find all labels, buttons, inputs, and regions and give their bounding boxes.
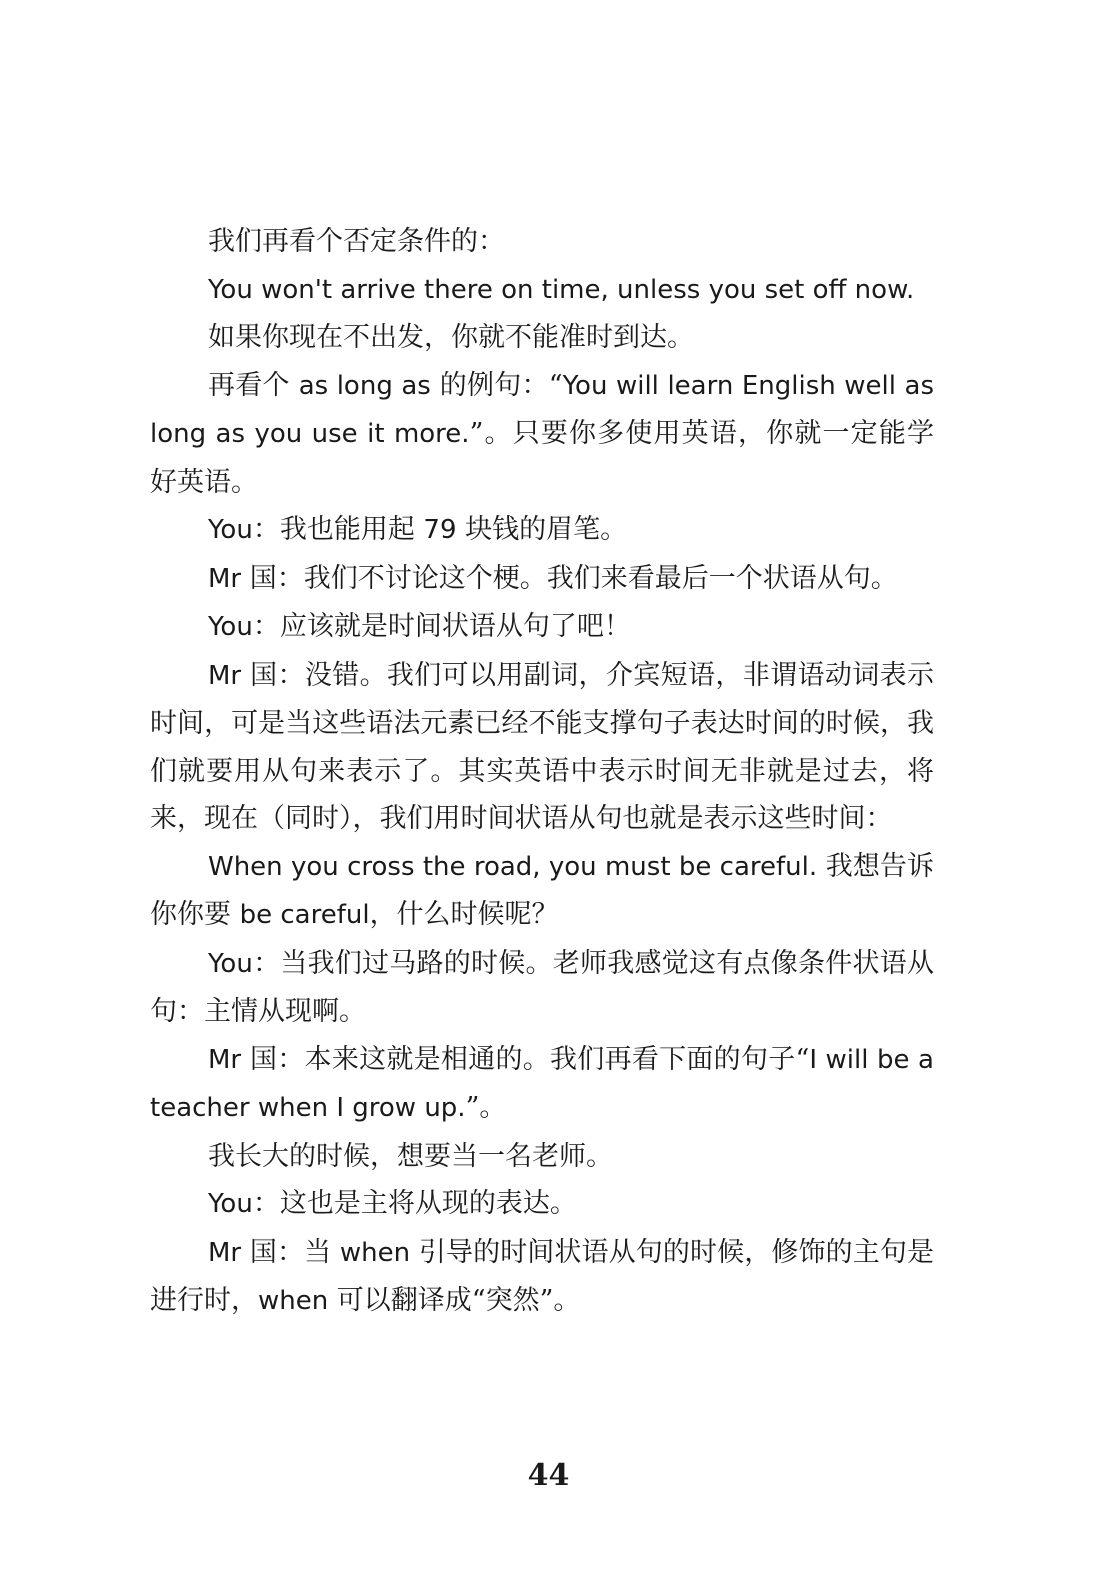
paragraph-1: 我们再看个否定条件的： [208, 226, 505, 257]
speaker-label: Mr [208, 1237, 242, 1268]
paragraph-9: When you cross the road, you must be careful. 我想告诉你你要 be careful，什么时候呢？ [150, 850, 934, 930]
english-phrase: be careful [239, 900, 370, 930]
paragraph-10: You：当我们过马路的时候。老师我感觉这有点像条件状语从句：主情从现啊。 [150, 947, 934, 1027]
english-sentence: When you cross the road, you must be careful. [208, 851, 818, 882]
speaker-label: Mr [208, 1044, 242, 1075]
english-phrase: as long as [298, 370, 431, 401]
paragraph-2 [150, 266, 934, 315]
speaker-label: You [208, 948, 253, 979]
english-word: when [258, 1286, 329, 1316]
english-sentence: I will be a teacher when I grow up. [150, 1044, 934, 1123]
page-body [150, 218, 934, 1326]
paragraph-6: Mr 国：我们不讨论这个梗。我们来看最后一个状语从句。 [208, 562, 898, 594]
paragraph-13: You：这也是主将从现的表达。 [208, 1188, 577, 1219]
page-number: 44 [527, 1458, 570, 1493]
english-sentence: You will learn English well as long as you use it more. [150, 370, 934, 449]
paragraph-7: You：应该就是时间状语从句了吧！ [208, 611, 631, 642]
english-sentence: You won't arrive there on time, unless you set off now. [208, 274, 915, 305]
speaker-label: You [208, 515, 253, 545]
speaker-label: You [208, 612, 253, 642]
paragraph-8: Mr 国：没错。我们可以用副词，介宾短语，非谓语动词表示时间，可是当这些语法元素已经不能支撑句子表达时间的时候，我们就要用从句来表示了。其实英语中表示时间无非就是过去，将来，现在（同时），我们用时间状语从句也就是表示这些时间： [150, 659, 934, 834]
paragraph-5: You：我也能用起 79 块钱的眉笔。 [208, 514, 628, 545]
paragraph-3: 如果你现在不出发，你就不能准时到达。 [208, 322, 694, 353]
paragraph-11: Mr 国：本来这就是相通的。我们再看下面的句子“I will be a teacher when I grow up.”。 [150, 1043, 934, 1123]
paragraph-12: 我长大的时候，想要当一名老师。 [208, 1140, 613, 1172]
paragraph-4: 再看个 as long as 的例句：“You will learn English well as long as you use it more.”。只要你多使用英语，你就一定能学好英语。 [150, 369, 934, 498]
speaker-label: Mr [208, 563, 242, 594]
paragraph-14: Mr 国：当 when 引导的时间状语从句的时候，修饰的主句是进行时，when 可以翻译成“突然”。 [150, 1236, 934, 1316]
speaker-label: Mr [208, 660, 242, 691]
english-word: when [339, 1237, 411, 1268]
speaker-label: You [208, 1189, 253, 1219]
